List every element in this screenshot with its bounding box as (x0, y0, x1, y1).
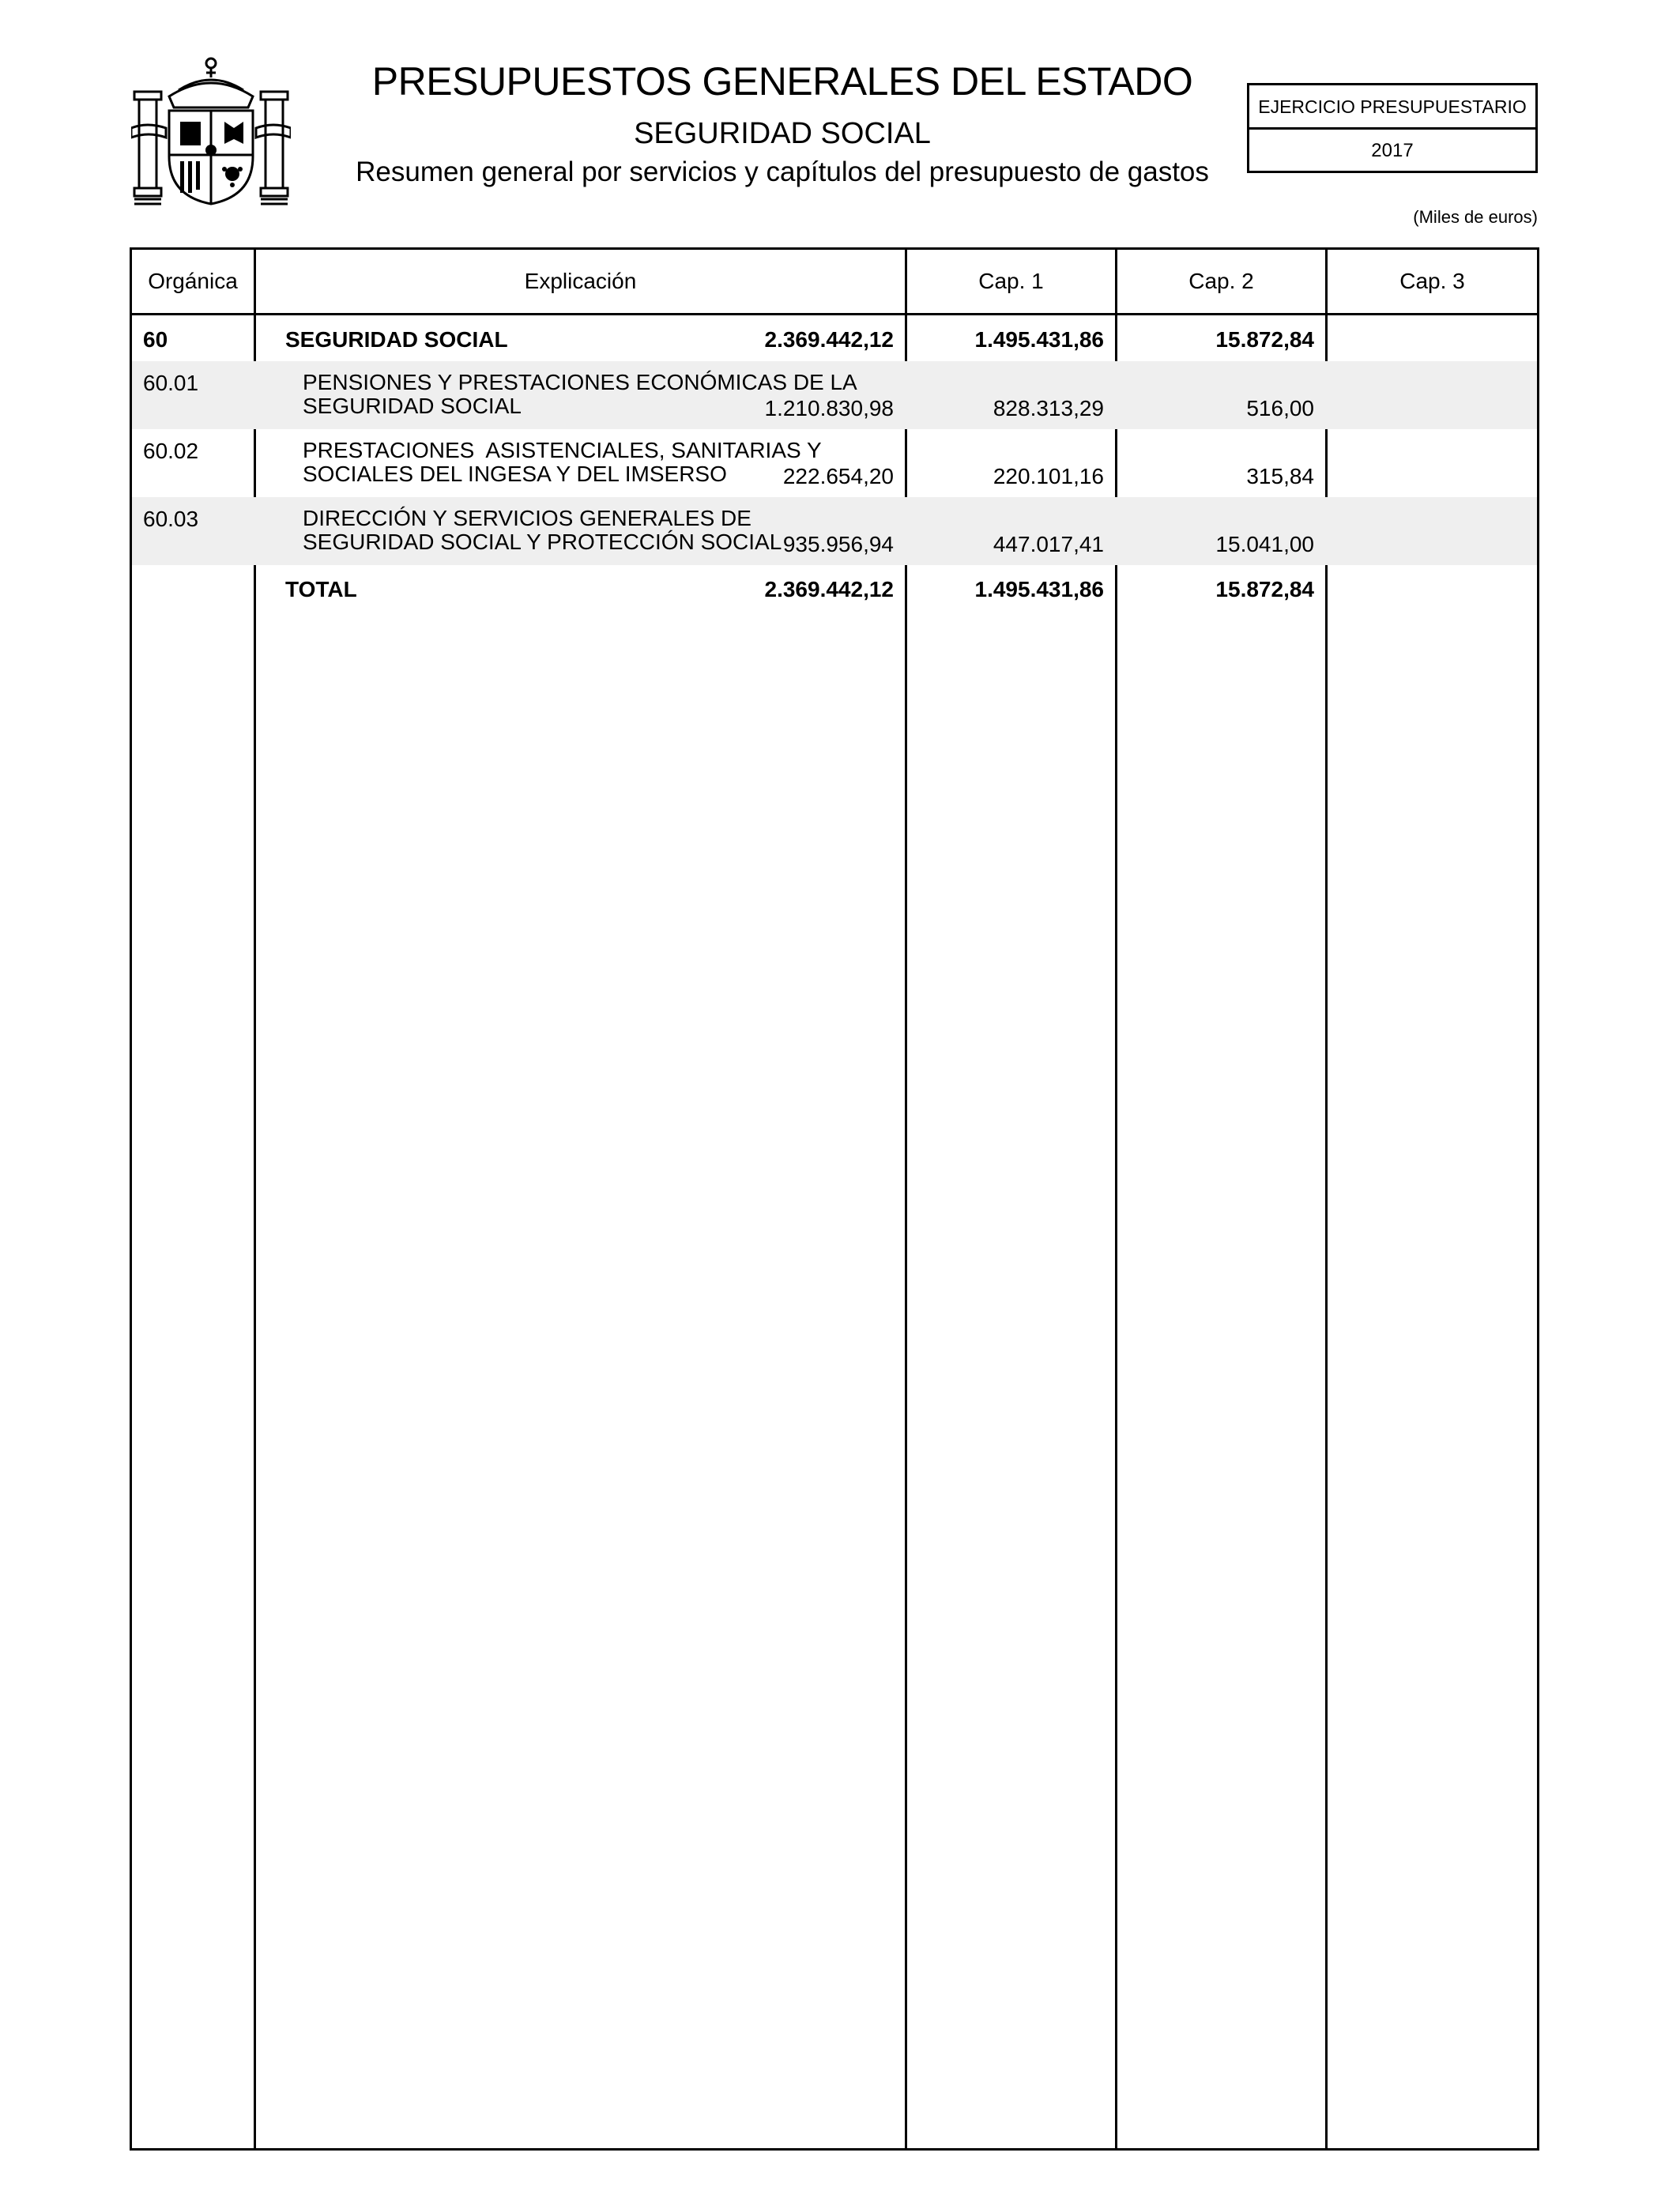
total-cap1: 2.369.442,12 (764, 577, 894, 601)
row-cap2: 220.101,16 (993, 464, 1104, 488)
row-cap3: 315,84 (1246, 464, 1314, 488)
column-header-organica: Orgánica (148, 269, 238, 293)
row-organica: 60.03 (143, 507, 199, 531)
row-explicacion-line1: PENSIONES Y PRESTACIONES ECONÓMICAS DE LA (303, 370, 857, 394)
row-explicacion-line2: SEGURIDAD SOCIAL Y PROTECCIÓN SOCIAL (303, 530, 782, 554)
row-cap2: 828.313,29 (993, 396, 1104, 420)
row-cap2: 447.017,41 (993, 532, 1104, 556)
row-cap3: 15.872,84 (1215, 327, 1314, 352)
row-organica: 60 (143, 327, 168, 352)
budget-year-box (1247, 83, 1538, 173)
row-explicacion-line1: PRESTACIONES ASISTENCIALES, SANITARIAS Y (303, 438, 822, 462)
table-row (132, 361, 1537, 429)
row-cap3: 516,00 (1246, 396, 1314, 420)
document-description: Resumen general por servicios y capítulos del presupuesto de gastos (356, 156, 1209, 187)
row-explicacion-line2: SOCIALES DEL INGESA Y DEL IMSERSO (303, 462, 727, 486)
row-cap3: 15.041,00 (1215, 532, 1314, 556)
row-explicacion-line1: DIRECCIÓN Y SERVICIOS GENERALES DE (303, 506, 751, 530)
document-title: PRESUPUESTOS GENERALES DEL ESTADO (371, 59, 1193, 104)
row-cap1: 1.210.830,98 (764, 396, 894, 420)
column-header-cap2: Cap. 2 (1188, 269, 1254, 293)
row-cap2: 1.495.431,86 (974, 327, 1104, 352)
total-cap2: 1.495.431,86 (974, 577, 1104, 601)
document-subtitle: SEGURIDAD SOCIAL (634, 117, 931, 150)
row-cap1: 2.369.442,12 (764, 327, 894, 352)
total-cap3: 15.872,84 (1215, 577, 1314, 601)
table-total-row (132, 565, 1537, 611)
column-header-explicacion: Explicación (524, 269, 637, 293)
total-label: TOTAL (285, 577, 357, 601)
table-row (132, 315, 1537, 361)
row-organica: 60.02 (143, 439, 199, 463)
table-row (132, 429, 1537, 497)
column-header-cap1: Cap. 1 (978, 269, 1044, 293)
units-note: (Miles de euros) (1413, 207, 1538, 227)
row-organica: 60.01 (143, 371, 199, 395)
budget-table (130, 247, 1539, 2151)
budget-year-value: 2017 (1371, 140, 1414, 161)
coat-of-arms-icon (131, 51, 291, 209)
row-explicacion: SEGURIDAD SOCIAL (285, 327, 508, 352)
column-header-cap3: Cap. 3 (1399, 269, 1465, 293)
budget-year-label: EJERCICIO PRESUPUESTARIO (1249, 85, 1535, 130)
row-cap1: 935.956,94 (782, 532, 894, 556)
row-explicacion-line2: SEGURIDAD SOCIAL (303, 394, 522, 418)
table-row (132, 497, 1537, 565)
row-cap1: 222.654,20 (782, 464, 894, 488)
